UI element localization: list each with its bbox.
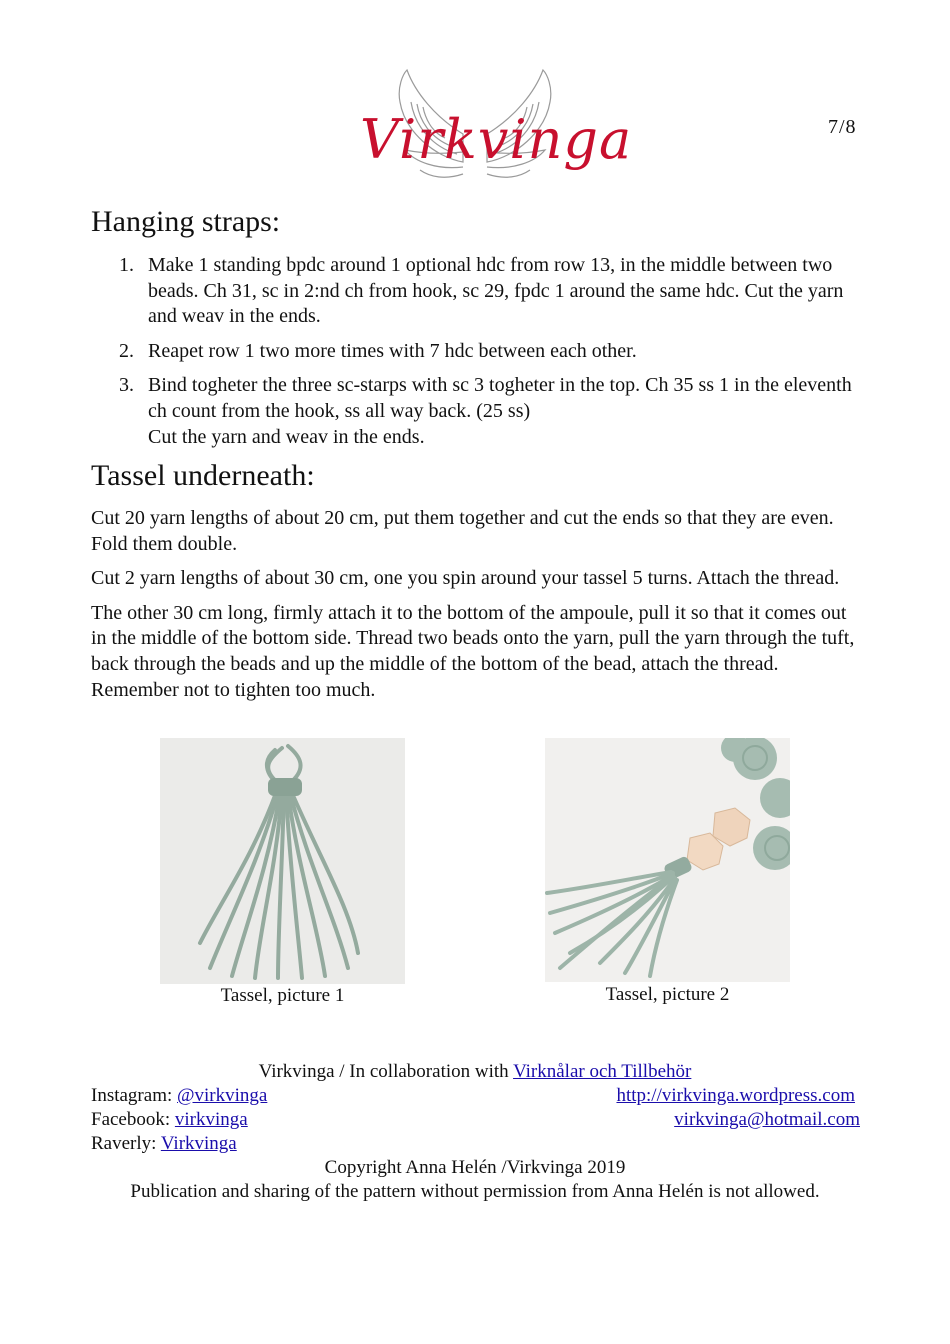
- footer-copyright: Copyright Anna Helén /Virkvinga 2019: [324, 1157, 626, 1178]
- step-item: [91, 253, 861, 330]
- tassel-photo-1: [160, 738, 405, 984]
- paragraph: The other 30 cm long, firmly attach it to the bottom of the ampoule, pull it so that it comes out in the middle of the bottom side. Thread two beads onto the yarn, pull the yarn through the tuft, back through the beads and up the middle of the bottom of the bead, attach the thread. Remember not to tighten too much.: [91, 601, 855, 701]
- facebook-link[interactable]: virkvinga: [174, 1109, 248, 1130]
- collab-link[interactable]: Virknålar och Tillbehör: [513, 1061, 692, 1082]
- email-link[interactable]: virkvinga@hotmail.com: [674, 1109, 860, 1130]
- footer-website: [616, 1084, 855, 1108]
- section-heading-hanging-straps: Hanging straps:: [91, 205, 281, 238]
- footer-collaboration: [0, 1060, 950, 1084]
- website-link[interactable]: http://virkvinga.wordpress.com: [616, 1085, 855, 1106]
- tassel-instructions: [91, 506, 861, 712]
- step-item: [91, 373, 861, 450]
- step-number: 2.: [119, 339, 134, 362]
- photo-caption-1: Tassel, picture 1: [220, 985, 345, 1006]
- step-text: Bind togheter the three sc-starps with sc 3 togheter in the top. Ch 35 ss 1 in the eleventh ch count from the hook, ss all way back. (25 ss): [148, 374, 852, 422]
- step-item: [91, 339, 861, 365]
- ravelry-link[interactable]: Virkvinga: [160, 1133, 237, 1154]
- instagram-link[interactable]: @virkvinga: [177, 1085, 268, 1106]
- step-number: 1.: [119, 254, 134, 276]
- facebook-label: Facebook:: [91, 1109, 175, 1130]
- footer-facebook: [91, 1108, 248, 1132]
- footer-ravelry: [91, 1132, 237, 1156]
- step-text: Cut the yarn and weav in the ends.: [148, 425, 425, 448]
- paragraph: Cut 2 yarn lengths of about 30 cm, one you spin around your tassel 5 turns. Attach the thread.: [91, 567, 840, 590]
- page-number: 7/8: [828, 116, 857, 138]
- logo-wordmark: Virkvinga: [360, 108, 633, 171]
- step-text: Reapet row 1 two more times with 7 hdc between each other.: [148, 339, 637, 362]
- instagram-label: Instagram:: [91, 1085, 178, 1106]
- step-text: Make 1 standing bpdc around 1 optional hdc from row 13, in the middle between two beads. Ch 31, sc in 2:nd ch from hook, sc 29, fpdc 1 around the same hdc. Cut the yarn and weav in the ends.: [148, 254, 844, 328]
- footer-email: [674, 1108, 860, 1132]
- section-heading-tassel: Tassel underneath:: [91, 459, 315, 492]
- photo-caption-2: Tassel, picture 2: [605, 984, 730, 1005]
- footer-instagram: [91, 1084, 267, 1108]
- paragraph: Cut 20 yarn lengths of about 20 cm, put them together and cut the ends so that they are even. Fold them double.: [91, 507, 834, 555]
- tassel-photo-2: [545, 738, 790, 982]
- ravelry-label: Raverly:: [91, 1133, 161, 1154]
- collab-text: Virkvinga / In collaboration with: [258, 1061, 514, 1082]
- step-number: 3.: [119, 374, 134, 397]
- footer-notice: Publication and sharing of the pattern without permission from Anna Helén is not allowed.: [130, 1181, 820, 1202]
- hanging-straps-steps: [91, 253, 861, 459]
